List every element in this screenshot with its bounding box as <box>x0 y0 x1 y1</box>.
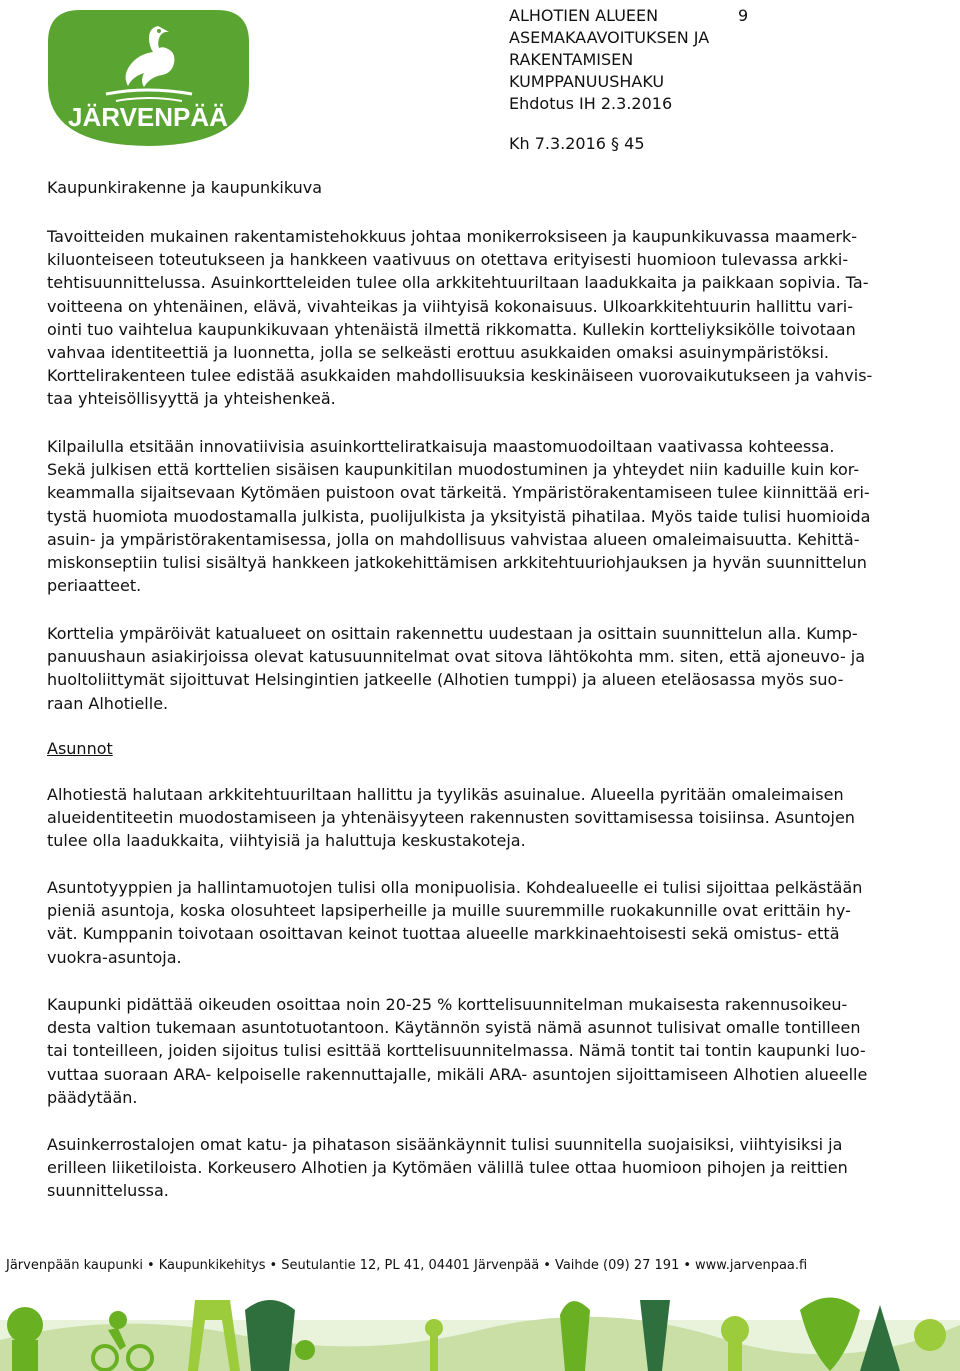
footer-phone: Vaihde (09) 27 191 <box>554 1258 680 1273</box>
text-line: kiluonteiseen toteutukseen ja hankkeen vaativuus on otettava erityisesti huomioon tulevassa arkki- <box>47 250 849 270</box>
text-line: Tavoitteiden mukainen rakentamistehokkuus johtaa monikerroksiseen ja kaupunkikuvassa maamerk- <box>47 227 858 246</box>
text-line: Sekä julkisen että korttelien sisäisen kaupunkitilan muodostuminen ja yhteydet niin kaduille kuin kor- <box>47 460 860 480</box>
text-line: miskonseptiin tulisi sisältyä hankkeen jatkokehittämisen arkkitehtuuriohjauksen ja hyvän suunnittelun <box>47 553 867 573</box>
paragraph <box>47 783 927 853</box>
header-line: Ehdotus IH 2.3.2016 <box>509 94 673 113</box>
section-heading: Kaupunkirakenne ja kaupunkikuva <box>47 178 323 197</box>
paragraph <box>47 993 927 1109</box>
text-line: asuin- ja ympäristörakentamisessa, jolla on mahdollisuus vahvistaa alueen omaleimaisuutta. Kehittä- <box>47 529 860 549</box>
text-line: erilleen liiketiloista. Korkeusero Alhotien ja Kytömäen välillä tulee ottaa huomioon pihojen ja reittien <box>47 1158 848 1178</box>
paragraph <box>47 225 927 411</box>
text-line: vät. Kumppanin toivotaan osoittavan keinot tuottaa alueelle markkinaehtoisesti sekä omistus- että <box>47 924 840 944</box>
text-line: tystä huomiota muodostamalla julkista, puolijulkista ja yksityistä pihatilaa. Myös taide tulisi huomioida <box>47 506 871 526</box>
header-line: RAKENTAMISEN <box>509 50 634 69</box>
text-line: Asuntotyyppien ja hallintamuotojen tulisi olla monipuolisia. Kohdealueelle ei tulisi sijoittaa pelkästään <box>47 878 863 897</box>
text-line: tai tonteilleen, joiden sijoitus tulisi esittää korttelisuunnitelmassa. Nämä tontit tai tontin kaupunki luo- <box>47 1041 866 1061</box>
meeting-reference: Kh 7.3.2016 § 45 <box>509 134 645 153</box>
document-header <box>509 5 809 115</box>
text-line: Kaupunki pidättää oikeuden osoittaa noin 20-25 % korttelisuunnitelman mukaisesta rakennusoikeu- <box>47 995 848 1014</box>
text-line: tulee olla laadukkaita, viihtyisiä ja haluttuja keskustakoteja. <box>47 831 526 851</box>
text-line: vuttaa suoraan ARA- kelpoiselle rakennuttajalle, mikäli ARA- asuntojen sijoittamiseen Alhotien alueelle <box>47 1064 868 1084</box>
footer-separator: • <box>147 1258 155 1273</box>
text-line: keammalla sijaitsevaan Kytömäen puistoon ovat tärkeitä. Ympäristörakentamiseen tulee kiinnittää eri- <box>47 483 870 503</box>
text-line: voitteena on yhtenäinen, elävä, vivahteikas ja viihtyisä kokonaisuus. Ulkoarkkitehtuurin hallittu vari- <box>47 296 853 316</box>
text-line: periaatteet. <box>47 576 142 596</box>
text-line: taa yhteisöllisyyttä ja yhteishenkeä. <box>47 389 336 409</box>
text-line: Kilpailulla etsitään innovatiivisia asuinkortteliratkaisuja maastomuodoiltaan vaativassa kohteessa. <box>47 437 835 456</box>
text-line: Korttelirakenteen tulee edistää asukkaiden mahdollisuuksia keskinäiseen vuorovaikutukseen ja vahvis- <box>47 366 873 386</box>
footer-separator: • <box>269 1258 278 1273</box>
text-line: desta valtion tukemaan asuntotuotantoon. Käytännön syistä nämä asunnot tulisivat omalle tontilleen <box>47 1018 861 1038</box>
header-line: ALHOTIEN ALUEEN <box>509 6 659 25</box>
page-number: 9 <box>738 6 749 25</box>
header-line: ASEMAKAAVOITUKSEN JA <box>509 28 710 47</box>
text-line: raan Alhotielle. <box>47 693 169 713</box>
text-line: päädytään. <box>47 1087 138 1107</box>
footer-separator: • <box>543 1258 551 1273</box>
paragraph <box>47 435 927 597</box>
text-line: vuokra-asuntoja. <box>47 947 182 967</box>
footer-department: Kaupunkikehitys <box>158 1258 266 1273</box>
text-line: alueidentiteetin muodostamiseen ja yhtenäisyyteen rakennusten sovittamisessa toisiinsa. Asuntojen <box>47 808 855 828</box>
decorative-footer-banner <box>0 1280 960 1371</box>
header-line: KUMPPANUUSHAKU <box>509 72 665 91</box>
section-heading: Asunnot <box>47 739 113 758</box>
text-line: tehtisuunnittelussa. Asuinkortteleiden tulee olla arkkitehtuuriltaan laadukkaita ja paikkaan sopivia. Ta- <box>47 273 869 293</box>
text-line: pieniä asuntoja, koska olosuhteet lapsiperheille ja muille suuremmille ruokakunnille ovat erittäin hy- <box>47 901 851 921</box>
jarvenpaa-logo <box>46 8 251 148</box>
paragraph <box>47 1133 927 1203</box>
text-line: ointi tuo vaihtelua kaupunkikuvaan yhtenäistä ilmettä rikkomatta. Kullekin kortteliyksikölle toivotaan <box>47 319 856 339</box>
footer-org: Järvenpään kaupunki <box>6 1258 144 1273</box>
page-footer <box>6 1257 807 1275</box>
text-line: suunnittelussa. <box>47 1181 169 1201</box>
footer-address: Seutulantie 12, PL 41, 04401 Järvenpää <box>281 1258 540 1273</box>
paragraph <box>47 876 927 969</box>
footer-separator: • <box>683 1258 692 1273</box>
footer-website-link[interactable]: www.jarvenpaa.fi <box>695 1258 808 1273</box>
text-line: panuushaun asiakirjoissa olevat katusuunnitelmat ovat sitova lähtökohta mm. siten, että ajoneuvo- ja <box>47 647 866 667</box>
text-line: Alhotiestä halutaan arkkitehtuuriltaan hallittu ja tyylikäs asuinalue. Alueella pyritään omaleimaisen <box>47 785 844 804</box>
paragraph <box>47 622 927 715</box>
text-line: huoltoliittymät sijoittuvat Helsingintien jatkeelle (Alhotien tumppi) ja alueen eteläosassa myös suo- <box>47 670 844 690</box>
text-line: Korttelia ympäröivät katualueet on osittain rakennettu uudestaan ja osittain suunnittelun alla. Kump- <box>47 624 858 643</box>
text-line: Asuinkerrostalojen omat katu- ja pihatason sisäänkäynnit tulisi suunnitella suojaisiksi, viihtyisiksi ja <box>47 1135 843 1154</box>
text-line: vahvaa identiteettiä ja luonnetta, jolla se selkeästi erottuu asukkaiden omaksi asuinympäristöksi. <box>47 343 830 363</box>
logo-wordmark: JÄRVENPÄÄ <box>68 102 228 132</box>
